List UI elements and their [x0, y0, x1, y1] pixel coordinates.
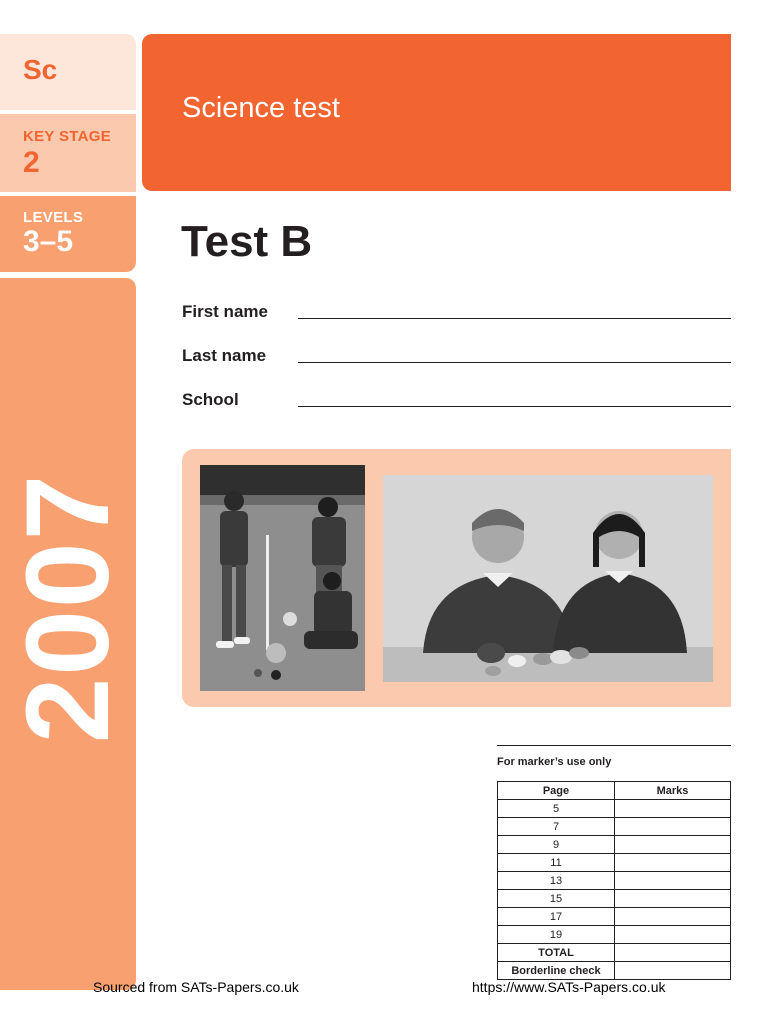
- table-row: [498, 908, 731, 926]
- marks-cell[interactable]: [615, 890, 731, 908]
- page-cell: 15: [498, 890, 615, 908]
- marker-table: [497, 781, 731, 980]
- marker-rule: [497, 745, 731, 746]
- marker-title: For marker’s use only: [497, 756, 612, 768]
- photo-playground-image: [200, 465, 365, 691]
- page-cell: 9: [498, 836, 615, 854]
- borderline-cell[interactable]: [615, 962, 731, 980]
- borderline-row: [498, 962, 731, 980]
- marks-cell[interactable]: [615, 872, 731, 890]
- table-row: [498, 818, 731, 836]
- table-header-row: [498, 782, 731, 800]
- table-row: [498, 890, 731, 908]
- photo-rocks-image: [383, 475, 713, 682]
- school-line[interactable]: [298, 406, 731, 407]
- photo-playground: [200, 465, 365, 691]
- subject-tab: [0, 34, 136, 110]
- col-page-header: Page: [498, 782, 615, 800]
- subject-code: Sc: [23, 54, 58, 85]
- page-cell: 13: [498, 872, 615, 890]
- total-row: [498, 944, 731, 962]
- key-stage-value: 2: [23, 146, 40, 179]
- last-name-line[interactable]: [298, 362, 731, 363]
- footer-source: Sourced from SATs-Papers.co.uk: [93, 979, 299, 995]
- table-row: [498, 854, 731, 872]
- page-cell: 7: [498, 818, 615, 836]
- marks-cell[interactable]: [615, 926, 731, 944]
- photo-rocks: [383, 475, 713, 682]
- total-cell[interactable]: [615, 944, 731, 962]
- marks-cell[interactable]: [615, 836, 731, 854]
- levels-value: 3–5: [23, 225, 74, 258]
- header-title: Science test: [182, 92, 340, 124]
- school-label: School: [182, 390, 239, 409]
- levels-tab: [0, 196, 136, 272]
- year-text: 2007: [2, 472, 134, 744]
- footer-url[interactable]: https://www.SATs-Papers.co.uk: [472, 979, 666, 995]
- key-stage-tab: [0, 114, 136, 192]
- year-band: [0, 278, 136, 990]
- page-cell: 17: [498, 908, 615, 926]
- marks-cell[interactable]: [615, 908, 731, 926]
- table-row: [498, 836, 731, 854]
- page-cell: 11: [498, 854, 615, 872]
- col-marks-header: Marks: [615, 782, 731, 800]
- table-row: [498, 872, 731, 890]
- marks-cell[interactable]: [615, 854, 731, 872]
- first-name-line[interactable]: [298, 318, 731, 319]
- table-row: [498, 800, 731, 818]
- borderline-label: Borderline check: [498, 962, 615, 980]
- levels-label: LEVELS: [23, 209, 84, 226]
- header-banner: [142, 34, 731, 191]
- key-stage-label: KEY STAGE: [23, 128, 111, 145]
- last-name-label: Last name: [182, 346, 267, 365]
- total-label: TOTAL: [498, 944, 615, 962]
- page-cell: 5: [498, 800, 615, 818]
- table-row: [498, 926, 731, 944]
- marks-cell[interactable]: [615, 800, 731, 818]
- first-name-label: First name: [182, 302, 268, 321]
- marks-cell[interactable]: [615, 818, 731, 836]
- test-title: Test B: [181, 217, 313, 266]
- page-cell: 19: [498, 926, 615, 944]
- photo-panel: [182, 449, 731, 707]
